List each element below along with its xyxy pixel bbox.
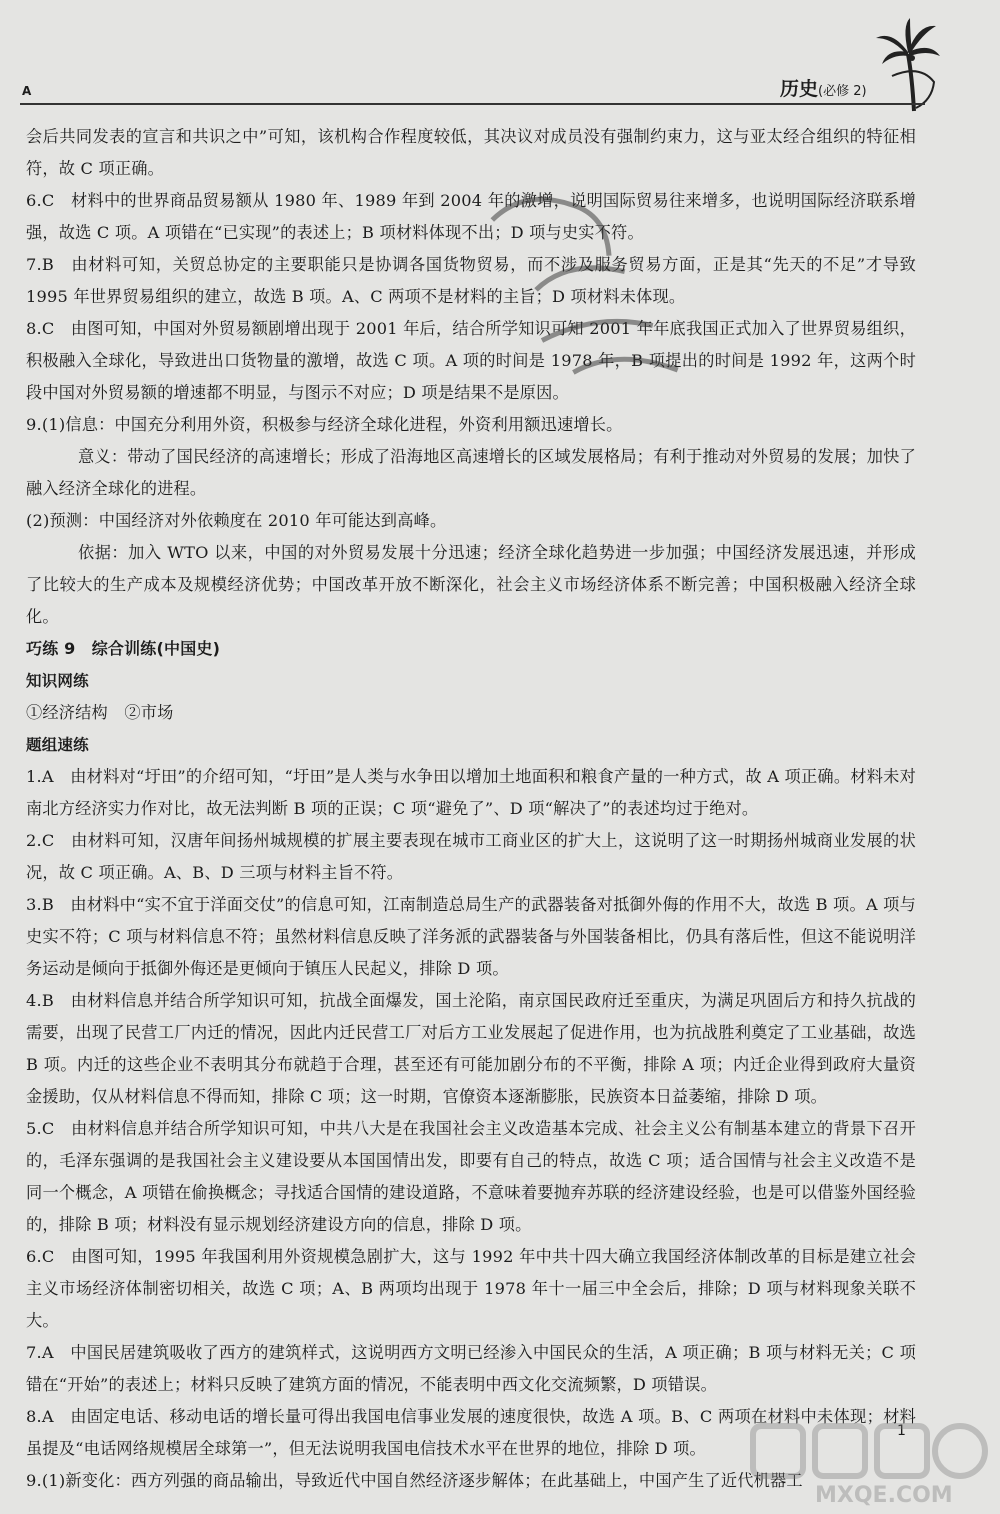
palm-tree-icon (872, 16, 942, 116)
answer-item: 3.B 由材料中“实不宜于洋面交仗”的信息可知，江南制造总局生产的武器装备对抵御外侮的作用不大，故选 B 项。A 项与史实不符；C 项与材料信息不符；虽然材料信息反映了洋务派的武器装备与外国装备相比，仍具有落后性，但这不能说明洋务运动是倾向于抵御外侮还是更倾向于镇压人民起义，排除 D 项。 (26, 895, 916, 978)
answer-item: 8.C 由图可知，中国对外贸易额剧增出现于 2001 年后，结合所学知识可知 2001 年年底我国正式加入了世界贸易组织，积极融入全球化，导致进出口货物量的激增，故选 C 项。A 项的时间是 1978 年，B 项提出的时间是 1992 年，这两个时段中国对外贸易额的增速都不明显，与图示不对应；D 项是结果不是原因。 (26, 319, 916, 402)
corner-tag: A (22, 84, 32, 98)
answer-paragraph: ①经济结构 ②市场 (26, 703, 174, 722)
answer-item: 6.C 由图可知，1995 年我国利用外资规模急剧扩大，这与 1992 年中共十四大确立我国经济体制改革的目标是建立社会主义市场经济体制密切相关，故选 C 项；A、B 两项均出现于 1978 年十一届三中全会后，排除；D 项与材料现象关联不大。 (26, 1247, 916, 1330)
answer-paragraph: 意义：带动了国民经济的高速增长；形成了沿海地区高速增长的区域发展格局；有利于推动对外贸易的发展；加快了融入经济全球化的进程。 (26, 447, 916, 498)
answer-item: 5.C 由材料信息并结合所学知识可知，中共八大是在我国社会主义改造基本完成、社会主义公有制基本建立的背景下召开的，毛泽东强调的是我国社会主义建设要从本国国情出发，即要有自己的特点，故选 C 项；适合国情与社会主义改造不是同一个概念，A 项错在偷换概念；寻找适合国情的建设道路，不意味着要抛弃苏联的经济建设经验，也是可以借鉴外国经验的，排除 B 项；材料没有显示规划经济建设方向的信息，排除 D 项。 (26, 1119, 916, 1234)
answer-item: 9.(1)新变化：西方列强的商品输出，导致近代中国自然经济逐步解体；在此基础上，中国产生了近代机器工 (26, 1471, 803, 1490)
page-number: 1 (897, 1423, 906, 1439)
answer-paragraph: 依据：加入 WTO 以来，中国的对外贸易发展十分迅速；经济全球化趋势进一步加强；中国经济发展迅速，并形成了比较大的生产成本及规模经济优势；中国改革开放不断深化，社会主义市场经济体系不断完善；中国积极融入经济全球化。 (26, 543, 916, 626)
answer-item: 7.A 中国民居建筑吸收了西方的建筑样式，这说明西方文明已经渗入中国民众的生活，A 项正确；B 项与材料无关；C 项错在“开始”的表述上；材料只反映了建筑方面的情况，不能表明中西文化交流频繁，D 项错误。 (26, 1343, 916, 1394)
watermark-logo (745, 1418, 990, 1508)
subject-subtitle: (必修 2) (818, 84, 867, 99)
answer-item: 8.A 由固定电话、移动电话的增长量可得出我国电信事业发展的速度很快，故选 A 项。B、C 两项在材料中未体现；材料虽提及“电话网络规模居全球第一”，但无法说明我国电信技术水平在世界的地位，排除 D 项。 (26, 1407, 916, 1458)
answer-item: 9.(1)信息：中国充分利用外资，积极参与经济全球化进程，外资利用额迅速增长。 (26, 415, 623, 434)
header-divider (20, 103, 925, 105)
section-title: 巧练 9 综合训练(中国史) (26, 639, 221, 658)
answer-paragraph: 会后共同发表的宣言和共识之中”可知，该机构合作程度较低，其决议对成员没有强制约束力，这与亚太经合组织的特征相符，故 C 项正确。 (26, 127, 916, 178)
answer-item: 1.A 由材料对“圩田”的介绍可知，“圩田”是人类与水争田以增加土地面积和粮食产量的一种方式，故 A 项正确。材料未对南北方经济实力作对比，故无法判断 B 项的正误；C 项“避免了”、D 项“解决了”的表述均过于绝对。 (26, 767, 916, 818)
watermark-text: MXQE.COM (815, 1483, 953, 1508)
answer-item: 6.C 材料中的世界商品贸易额从 1980 年、1989 年到 2004 年的激增，说明国际贸易往来增多，也说明国际经济联系增强，故选 C 项。A 项错在“已实现”的表述上；B 项材料体现不出；D 项与史实不符。 (26, 191, 916, 242)
subject-title: 历史 (780, 78, 819, 100)
page-header-title (780, 74, 867, 101)
answer-item: (2)预测：中国经济对外依赖度在 2010 年可能达到高峰。 (26, 511, 447, 530)
answer-content (26, 121, 916, 1497)
answer-item: 7.B 由材料可知，关贸总协定的主要职能只是协调各国货物贸易，而不涉及服务贸易方面，正是其“先天的不足”才导致 1995 年世界贸易组织的建立，故选 B 项。A、C 两项不是材料的主旨；D 项材料未体现。 (26, 255, 916, 306)
answer-item: 4.B 由材料信息并结合所学知识可知，抗战全面爆发，国土沦陷，南京国民政府迁至重庆，为满足巩固后方和持久抗战的需要，出现了民营工厂内迁的情况，因此内迁民营工厂对后方工业发展起了促进作用，也为抗战胜利奠定了工业基础，故选 B 项。内迁的这些企业不表明其分布就趋于合理，甚至还有可能加剧分布的不平衡，排除 A 项；内迁企业得到政府大量资金援助，仅从材料信息不得而知，排除 C 项；这一时期，官僚资本逐渐膨胀，民族资本日益萎缩，排除 D 项。 (26, 991, 916, 1106)
section-subheading: 知识网练 (26, 672, 89, 690)
answer-item: 2.C 由材料可知，汉唐年间扬州城规模的扩展主要表现在城市工商业区的扩大上，这说明了这一时期扬州城商业发展的状况，故 C 项正确。A、B、D 三项与材料主旨不符。 (26, 831, 916, 882)
section-subheading: 题组速练 (26, 736, 89, 754)
